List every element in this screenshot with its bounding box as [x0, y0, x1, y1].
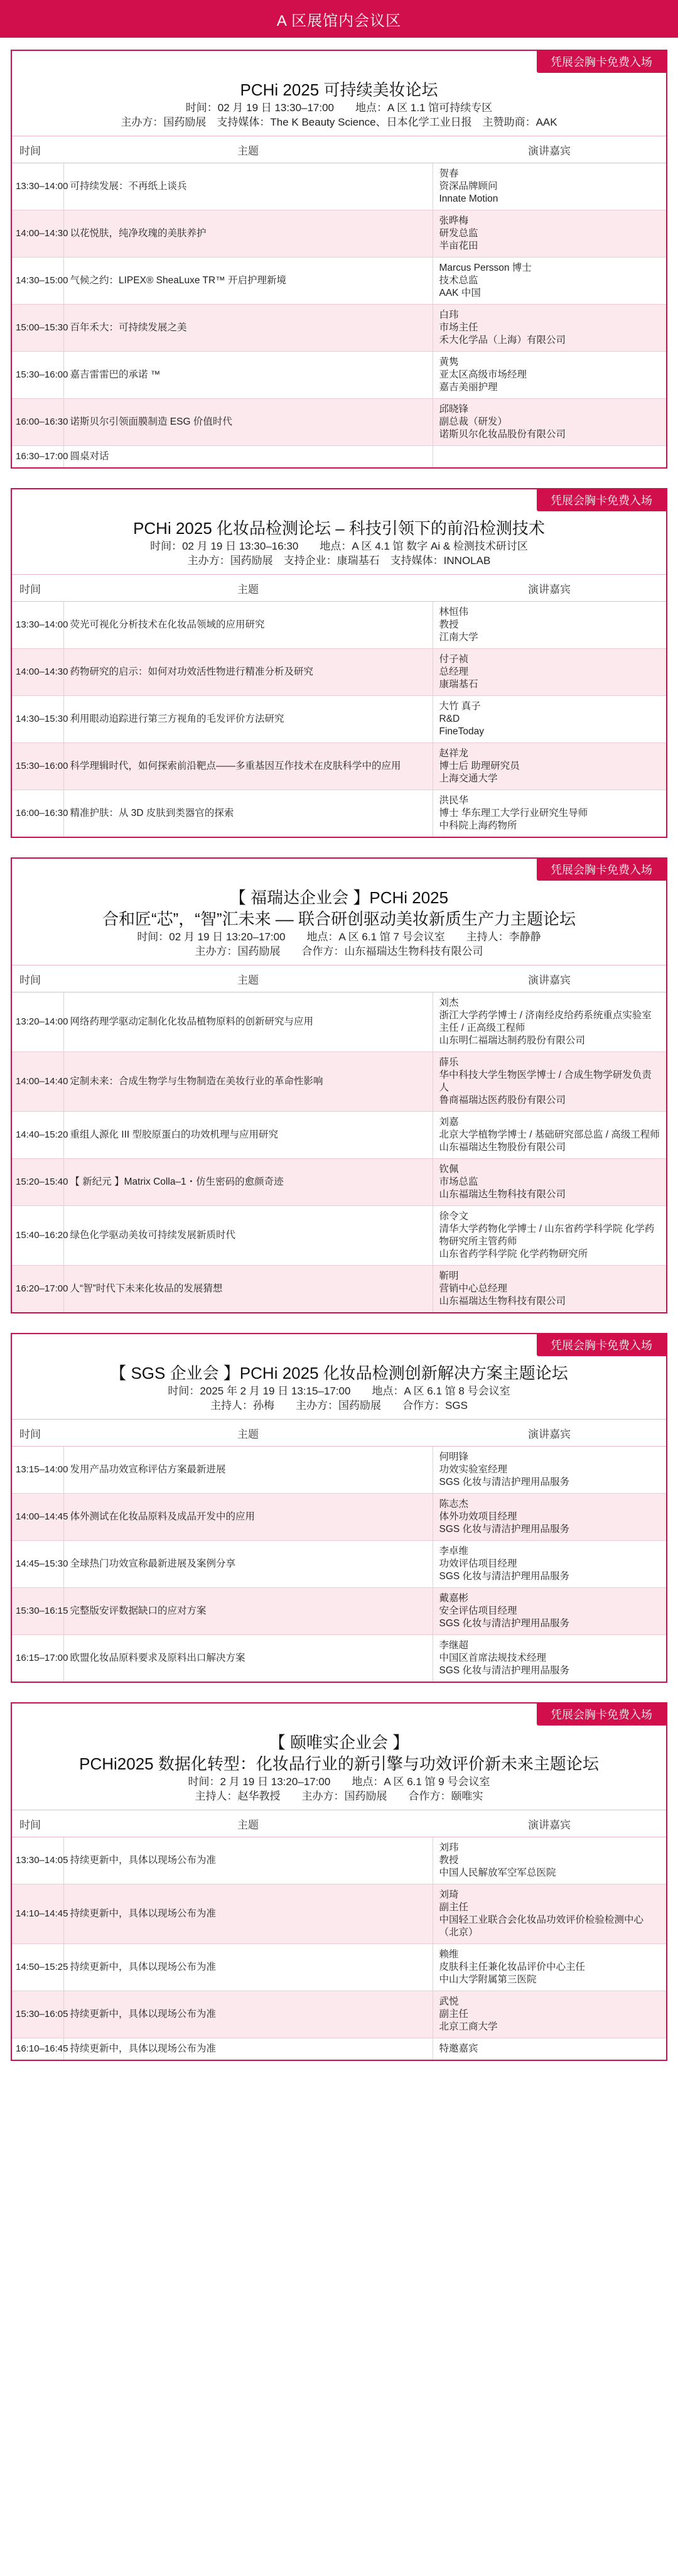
session-speaker	[433, 696, 666, 743]
table-row	[12, 992, 666, 1052]
table-header-row	[12, 1420, 666, 1447]
session-topic: 诺斯贝尔引领面膜制造 ESG 价值时代	[63, 399, 433, 446]
forum-header	[12, 511, 666, 575]
speaker-line: 武悦	[439, 1996, 459, 2007]
speaker-line: 刘玮	[439, 1842, 459, 1853]
table-row	[12, 1541, 666, 1588]
session-time: 14:45–15:30	[12, 1541, 63, 1588]
session-time: 15:30–16:00	[12, 743, 63, 790]
speaker-line: 何明锋	[439, 1452, 469, 1462]
session-time: 15:20–15:40	[12, 1159, 63, 1206]
session-time: 16:30–17:00	[12, 446, 63, 468]
speaker-line: 鲁商福瑞达医药股份有限公司	[439, 1095, 566, 1106]
speaker-line: 徐令文	[439, 1211, 469, 1222]
forum-title: PCHi 2025 可持续美妆论坛	[240, 80, 438, 99]
schedule-table	[12, 1810, 666, 2060]
free-entry-badge: 凭展会胸卡免费入场	[537, 51, 666, 73]
speaker-line: 康瑞基石	[439, 679, 478, 690]
table-row	[12, 1052, 666, 1112]
session-topic: 嘉吉雷雷巴的承诺 ™	[63, 352, 433, 399]
table-row	[12, 1494, 666, 1541]
speaker-line: AAK 中国	[439, 288, 481, 298]
col-header-time: 时间	[12, 1810, 63, 1837]
speaker-line: 浙江大学药学博士 / 济南经皮给药系统重点实验室主任 / 正高级工程师	[439, 1010, 652, 1033]
session-time: 14:00–14:30	[12, 649, 63, 696]
speaker-line: 赵祥龙	[439, 748, 469, 759]
session-topic: 百年禾大：可持续发展之美	[63, 305, 433, 352]
session-topic: 全球热门功效宣称最新进展及案例分享	[63, 1541, 433, 1588]
session-speaker	[433, 1112, 666, 1159]
speaker-line: 上海交通大学	[439, 773, 498, 784]
forum-title: 合和匠“芯”，“智”汇未来 –– 联合研创驱动美妆新质生产力主题论坛	[102, 910, 576, 928]
col-header-speaker: 演讲嘉宾	[433, 1810, 666, 1837]
schedule-table	[12, 136, 666, 467]
table-row	[12, 1588, 666, 1635]
speaker-line: SGS 化妆与清洁护理用品服务	[439, 1618, 570, 1629]
session-speaker	[433, 602, 666, 649]
speaker-line: 中山大学附属第三医院	[439, 1974, 537, 1985]
speaker-line: 副主任	[439, 1902, 469, 1913]
session-speaker	[433, 1991, 666, 2038]
table-row	[12, 602, 666, 649]
table-row	[12, 305, 666, 352]
table-row	[12, 258, 666, 305]
table-row	[12, 649, 666, 696]
speaker-line: 北京大学植物学博士 / 基础研究部总监 / 高级工程师	[439, 1129, 660, 1140]
session-time: 13:15–14:00	[12, 1447, 63, 1494]
table-header-row	[12, 1810, 666, 1837]
speaker-line: 副总裁（研发）	[439, 416, 508, 427]
free-entry-badge: 凭展会胸卡免费入场	[537, 1704, 666, 1725]
session-time: 14:30–15:00	[12, 258, 63, 305]
session-time: 14:00–14:30	[12, 210, 63, 258]
session-topic: 【 新纪元 】Matrix Colla–1・仿生密码的愈颜奇迹	[63, 1159, 433, 1206]
speaker-line: 赖维	[439, 1949, 459, 1960]
speaker-line: 嘉吉美丽护理	[439, 382, 498, 393]
forum-title: 【 颐唯实企业会 】	[269, 1733, 409, 1752]
forum-header	[12, 1356, 666, 1420]
speaker-line: 江南大学	[439, 632, 478, 643]
table-header-row	[12, 136, 666, 163]
session-speaker	[433, 305, 666, 352]
speaker-line: 张晔梅	[439, 215, 469, 226]
session-time: 14:50–15:25	[12, 1944, 63, 1991]
forum-meta: 时间：02 月 19 日 13:30–16:30 地点：A 区 4.1 馆 数字 Ai & 检测技术研讨区	[150, 540, 528, 552]
speaker-line: 教授	[439, 1855, 459, 1866]
col-header-topic: 主题	[63, 1810, 433, 1837]
session-topic: 欧盟化妆品原料要求及原料出口解决方案	[63, 1635, 433, 1682]
speaker-line: 山东福瑞达生物科技有限公司	[439, 1189, 566, 1200]
speaker-line: 靳明	[439, 1271, 459, 1281]
table-row	[12, 696, 666, 743]
forum-header	[12, 881, 666, 965]
table-row	[12, 210, 666, 258]
table-row	[12, 1635, 666, 1682]
speaker-line: 特邀嘉宾	[439, 2043, 478, 2054]
session-time: 14:00–14:40	[12, 1052, 63, 1112]
forum-header	[12, 1725, 666, 1810]
speaker-line: SGS 化妆与清洁护理用品服务	[439, 1665, 570, 1676]
speaker-line: 钦佩	[439, 1164, 459, 1175]
session-time: 16:15–17:00	[12, 1635, 63, 1682]
speaker-line: 中国人民解放军空军总医院	[439, 1867, 556, 1878]
session-speaker	[433, 1541, 666, 1588]
session-topic: 可持续发展：不再纸上谈兵	[63, 163, 433, 210]
table-row	[12, 1884, 666, 1944]
forum-title: PCHi 2025 化妆品检测论坛 – 科技引领下的前沿检测技术	[133, 519, 545, 538]
session-topic: 药物研究的启示：如何对功效活性物进行精准分析及研究	[63, 649, 433, 696]
session-time: 15:00–15:30	[12, 305, 63, 352]
speaker-line: 刘杰	[439, 997, 459, 1008]
table-row	[12, 1206, 666, 1266]
speaker-line: 洪民华	[439, 795, 469, 806]
session-time: 15:30–16:00	[12, 352, 63, 399]
session-time: 14:40–15:20	[12, 1112, 63, 1159]
session-speaker	[433, 163, 666, 210]
session-time: 13:20–14:00	[12, 992, 63, 1052]
forum-title: 【 福瑞达企业会 】PCHi 2025	[229, 888, 449, 907]
speaker-line: 市场主任	[439, 322, 478, 333]
speaker-line: Innate Motion	[439, 193, 498, 204]
forum-card	[11, 1702, 667, 2061]
speaker-line: 营销中心总经理	[439, 1283, 508, 1294]
session-topic: 定制未来：合成生物学与生物制造在美妆行业的革命性影响	[63, 1052, 433, 1112]
col-header-speaker: 演讲嘉宾	[433, 965, 666, 992]
page-header	[0, 0, 678, 38]
session-time: 16:10–16:45	[12, 2038, 63, 2060]
session-speaker	[433, 399, 666, 446]
table-row	[12, 1944, 666, 1991]
forum-meta: 主办方：国药励展 支持企业：康瑞基石 支持媒体：INNOLAB	[187, 555, 491, 567]
speaker-line: 李卓维	[439, 1546, 469, 1557]
session-topic: 人“智”时代下未来化妆品的发展猜想	[63, 1266, 433, 1313]
table-row	[12, 1112, 666, 1159]
speaker-line: 薛乐	[439, 1057, 459, 1068]
speaker-line: 半亩花田	[439, 241, 478, 251]
session-speaker	[433, 1052, 666, 1112]
session-speaker	[433, 743, 666, 790]
col-header-speaker: 演讲嘉宾	[433, 575, 666, 602]
free-entry-badge: 凭展会胸卡免费入场	[537, 859, 666, 881]
speaker-line: 黄隽	[439, 357, 459, 367]
session-time: 15:30–16:05	[12, 1991, 63, 2038]
session-speaker	[433, 1944, 666, 1991]
session-time: 13:30–14:00	[12, 163, 63, 210]
session-time: 14:00–14:45	[12, 1494, 63, 1541]
session-topic: 发用产品功效宣称评估方案最新进展	[63, 1447, 433, 1494]
speaker-line: 陈志杰	[439, 1499, 469, 1509]
session-speaker	[433, 210, 666, 258]
session-speaker	[433, 649, 666, 696]
tag-row	[12, 859, 666, 881]
session-time: 15:40–16:20	[12, 1206, 63, 1266]
session-topic: 精准护肤：从 3D 皮肤到类器官的探索	[63, 790, 433, 837]
speaker-line: 诺斯贝尔化妆品股份有限公司	[439, 429, 566, 440]
speaker-line: 安全评估项目经理	[439, 1606, 517, 1616]
table-header-row	[12, 965, 666, 992]
speaker-line: 刘琦	[439, 1889, 459, 1900]
col-header-topic: 主题	[63, 136, 433, 163]
speaker-line: 博士后 助理研究员	[439, 761, 520, 771]
table-row	[12, 2038, 666, 2060]
col-header-topic: 主题	[63, 1420, 433, 1447]
forum-title: PCHi2025 数据化转型：化妆品行业的新引擎与功效评价新未来主题论坛	[79, 1754, 599, 1773]
session-topic: 重组人源化 III 型胶原蛋白的功效机理与应用研究	[63, 1112, 433, 1159]
session-topic: 气候之约：LIPEX® SheaLuxe TR™ 开启护理新境	[63, 258, 433, 305]
speaker-line: 付子祯	[439, 654, 469, 665]
speaker-line: 教授	[439, 619, 459, 630]
forum-card	[11, 1333, 667, 1683]
table-row	[12, 1266, 666, 1313]
speaker-line: 华中科技大学生物医学博士 / 合成生物学研发负责人	[439, 1070, 652, 1093]
speaker-line: 博士 华东理工大学行业研究生导师	[439, 808, 588, 818]
session-topic: 体外测试在化妆品原料及成品开发中的应用	[63, 1494, 433, 1541]
session-speaker	[433, 258, 666, 305]
session-speaker	[433, 352, 666, 399]
speaker-line: Marcus Persson 博士	[439, 263, 532, 273]
forum-meta: 主办方：国药励展 支持媒体：The K Beauty Science、日本化学工业日报 主赞助商：AAK	[121, 116, 557, 128]
schedule-table	[12, 1420, 666, 1682]
session-time: 14:30–15:30	[12, 696, 63, 743]
table-row	[12, 1991, 666, 2038]
speaker-line: 清华大学药物化学博士 / 山东省药学科学院 化学药物研究所主管药师	[439, 1224, 655, 1247]
tag-row	[12, 489, 666, 511]
speaker-line: 体外功效项目经理	[439, 1511, 517, 1522]
session-speaker	[433, 1837, 666, 1884]
session-time: 15:30–16:15	[12, 1588, 63, 1635]
table-row	[12, 399, 666, 446]
free-entry-badge: 凭展会胸卡免费入场	[537, 1334, 666, 1356]
page-title: A 区展馆内会议区	[276, 12, 402, 30]
session-topic: 持续更新中，具体以现场公布为准	[63, 1944, 433, 1991]
free-entry-badge: 凭展会胸卡免费入场	[537, 489, 666, 511]
speaker-line: 皮肤科主任兼化妆品评价中心主任	[439, 1962, 586, 1972]
session-time: 16:00–16:30	[12, 399, 63, 446]
speaker-line: 中科院上海药物所	[439, 820, 517, 831]
forum-meta: 时间：02 月 19 日 13:30–17:00 地点：A 区 1.1 馆可持续专区	[185, 102, 493, 114]
speaker-line: 亚太区高级市场经理	[439, 369, 527, 380]
speaker-line: 林恒伟	[439, 607, 469, 617]
table-header-row	[12, 575, 666, 602]
speaker-line: 中国轻工业联合会化妆品功效评价检验检测中心（北京）	[439, 1915, 644, 1938]
forum-header	[12, 73, 666, 136]
session-speaker	[433, 992, 666, 1052]
speaker-line: 大竹 真子	[439, 701, 481, 712]
table-row	[12, 743, 666, 790]
session-speaker	[433, 1159, 666, 1206]
session-topic: 绿色化学驱动美妆可持续发展新质时代	[63, 1206, 433, 1266]
session-speaker	[433, 790, 666, 837]
forum-list	[0, 38, 678, 2061]
session-topic: 利用眼动追踪进行第三方视角的毛发评价方法研究	[63, 696, 433, 743]
session-speaker	[433, 1635, 666, 1682]
session-topic: 持续更新中，具体以现场公布为准	[63, 2038, 433, 2060]
session-time: 13:30–14:05	[12, 1837, 63, 1884]
speaker-line: 资深品牌顾问	[439, 181, 498, 192]
forum-meta: 时间：02 月 19 日 13:20–17:00 地点：A 区 6.1 馆 7 号会议室 主持人：李静静	[137, 931, 541, 943]
speaker-line: 刘嘉	[439, 1117, 459, 1128]
forum-meta: 时间：2025 年 2 月 19 日 13:15–17:00 地点：A 区 6.1 馆 8 号会议室	[168, 1385, 510, 1397]
session-speaker	[433, 1884, 666, 1944]
forum-meta: 主持人：赵华教授 主办方：国药励展 合作方：颐唯实	[195, 1790, 483, 1802]
session-topic: 持续更新中，具体以现场公布为准	[63, 1884, 433, 1944]
forum-meta: 主办方：国药励展 合作方：山东福瑞达生物科技有限公司	[195, 945, 483, 957]
forum-card	[11, 50, 667, 469]
tag-row	[12, 51, 666, 73]
session-speaker	[433, 1266, 666, 1313]
speaker-line: 山东明仁福瑞达制药股份有限公司	[439, 1035, 586, 1046]
speaker-line: 邱晓锋	[439, 404, 469, 415]
speaker-line: 总经理	[439, 666, 469, 677]
speaker-line: 中国区首席法规技术经理	[439, 1653, 547, 1663]
session-topic: 圆桌对话	[63, 446, 433, 468]
session-time: 16:00–16:30	[12, 790, 63, 837]
table-row	[12, 352, 666, 399]
speaker-line: 副主任	[439, 2009, 469, 2019]
speaker-line: 贺春	[439, 168, 459, 179]
forum-card	[11, 857, 667, 1313]
speaker-line: 戴嘉彬	[439, 1593, 469, 1604]
speaker-line: 功效实验室经理	[439, 1464, 508, 1475]
speaker-line: SGS 化妆与清洁护理用品服务	[439, 1524, 570, 1535]
speaker-line: 北京工商大学	[439, 2021, 498, 2032]
session-speaker	[433, 1494, 666, 1541]
session-speaker	[433, 1447, 666, 1494]
session-topic: 完整版安评数据缺口的应对方案	[63, 1588, 433, 1635]
table-row	[12, 1447, 666, 1494]
col-header-topic: 主题	[63, 965, 433, 992]
speaker-line: SGS 化妆与清洁护理用品服务	[439, 1571, 570, 1582]
session-topic: 持续更新中，具体以现场公布为准	[63, 1991, 433, 2038]
speaker-line: 白玮	[439, 310, 459, 320]
session-speaker	[433, 446, 666, 468]
speaker-line: 技术总监	[439, 275, 478, 286]
forum-meta: 时间：2 月 19 日 13:20–17:00 地点：A 区 6.1 馆 9 号会议室	[188, 1776, 490, 1788]
col-header-time: 时间	[12, 965, 63, 992]
speaker-line: 市场总监	[439, 1177, 478, 1187]
speaker-line: 禾大化学品（上海）有限公司	[439, 335, 566, 345]
session-time: 13:30–14:00	[12, 602, 63, 649]
speaker-line: 山东福瑞达生物股份有限公司	[439, 1142, 566, 1153]
col-header-topic: 主题	[63, 575, 433, 602]
speaker-line: SGS 化妆与清洁护理用品服务	[439, 1477, 570, 1487]
col-header-time: 时间	[12, 136, 63, 163]
session-topic: 荧光可视化分析技术在化妆品领域的应用研究	[63, 602, 433, 649]
session-time: 16:20–17:00	[12, 1266, 63, 1313]
schedule-table	[12, 965, 666, 1312]
table-row	[12, 790, 666, 837]
speaker-line: 李继超	[439, 1640, 469, 1651]
session-topic: 持续更新中，具体以现场公布为准	[63, 1837, 433, 1884]
forum-card	[11, 488, 667, 838]
session-speaker	[433, 2038, 666, 2060]
forum-title: 【 SGS 企业会 】PCHi 2025 化妆品检测创新解决方案主题论坛	[110, 1364, 568, 1383]
col-header-speaker: 演讲嘉宾	[433, 1420, 666, 1447]
col-header-speaker: 演讲嘉宾	[433, 136, 666, 163]
session-topic: 网络药理学驱动定制化化妆品植物原料的创新研究与应用	[63, 992, 433, 1052]
col-header-time: 时间	[12, 575, 63, 602]
tag-row	[12, 1704, 666, 1725]
session-time: 14:10–14:45	[12, 1884, 63, 1944]
table-row	[12, 1159, 666, 1206]
speaker-line: 山东省药学科学院 化学药物研究所	[439, 1249, 588, 1259]
schedule-table	[12, 575, 666, 837]
table-row	[12, 163, 666, 210]
speaker-line: 功效评估项目经理	[439, 1558, 517, 1569]
forum-meta: 主持人：孙梅 主办方：国药励展 合作方：SGS	[210, 1399, 468, 1411]
col-header-time: 时间	[12, 1420, 63, 1447]
session-speaker	[433, 1588, 666, 1635]
table-row	[12, 446, 666, 468]
session-topic: 以花悦肤，纯净玫瑰的美肤养护	[63, 210, 433, 258]
table-row	[12, 1837, 666, 1884]
speaker-line: R&D	[439, 714, 460, 724]
speaker-line: 研发总监	[439, 228, 478, 239]
session-topic: 科学理辑时代，如何探索前沿靶点——多重基因互作技术在皮肤科学中的应用	[63, 743, 433, 790]
session-speaker	[433, 1206, 666, 1266]
speaker-line: 山东福瑞达生物科技有限公司	[439, 1296, 566, 1307]
speaker-line: FineToday	[439, 726, 485, 737]
tag-row	[12, 1334, 666, 1356]
